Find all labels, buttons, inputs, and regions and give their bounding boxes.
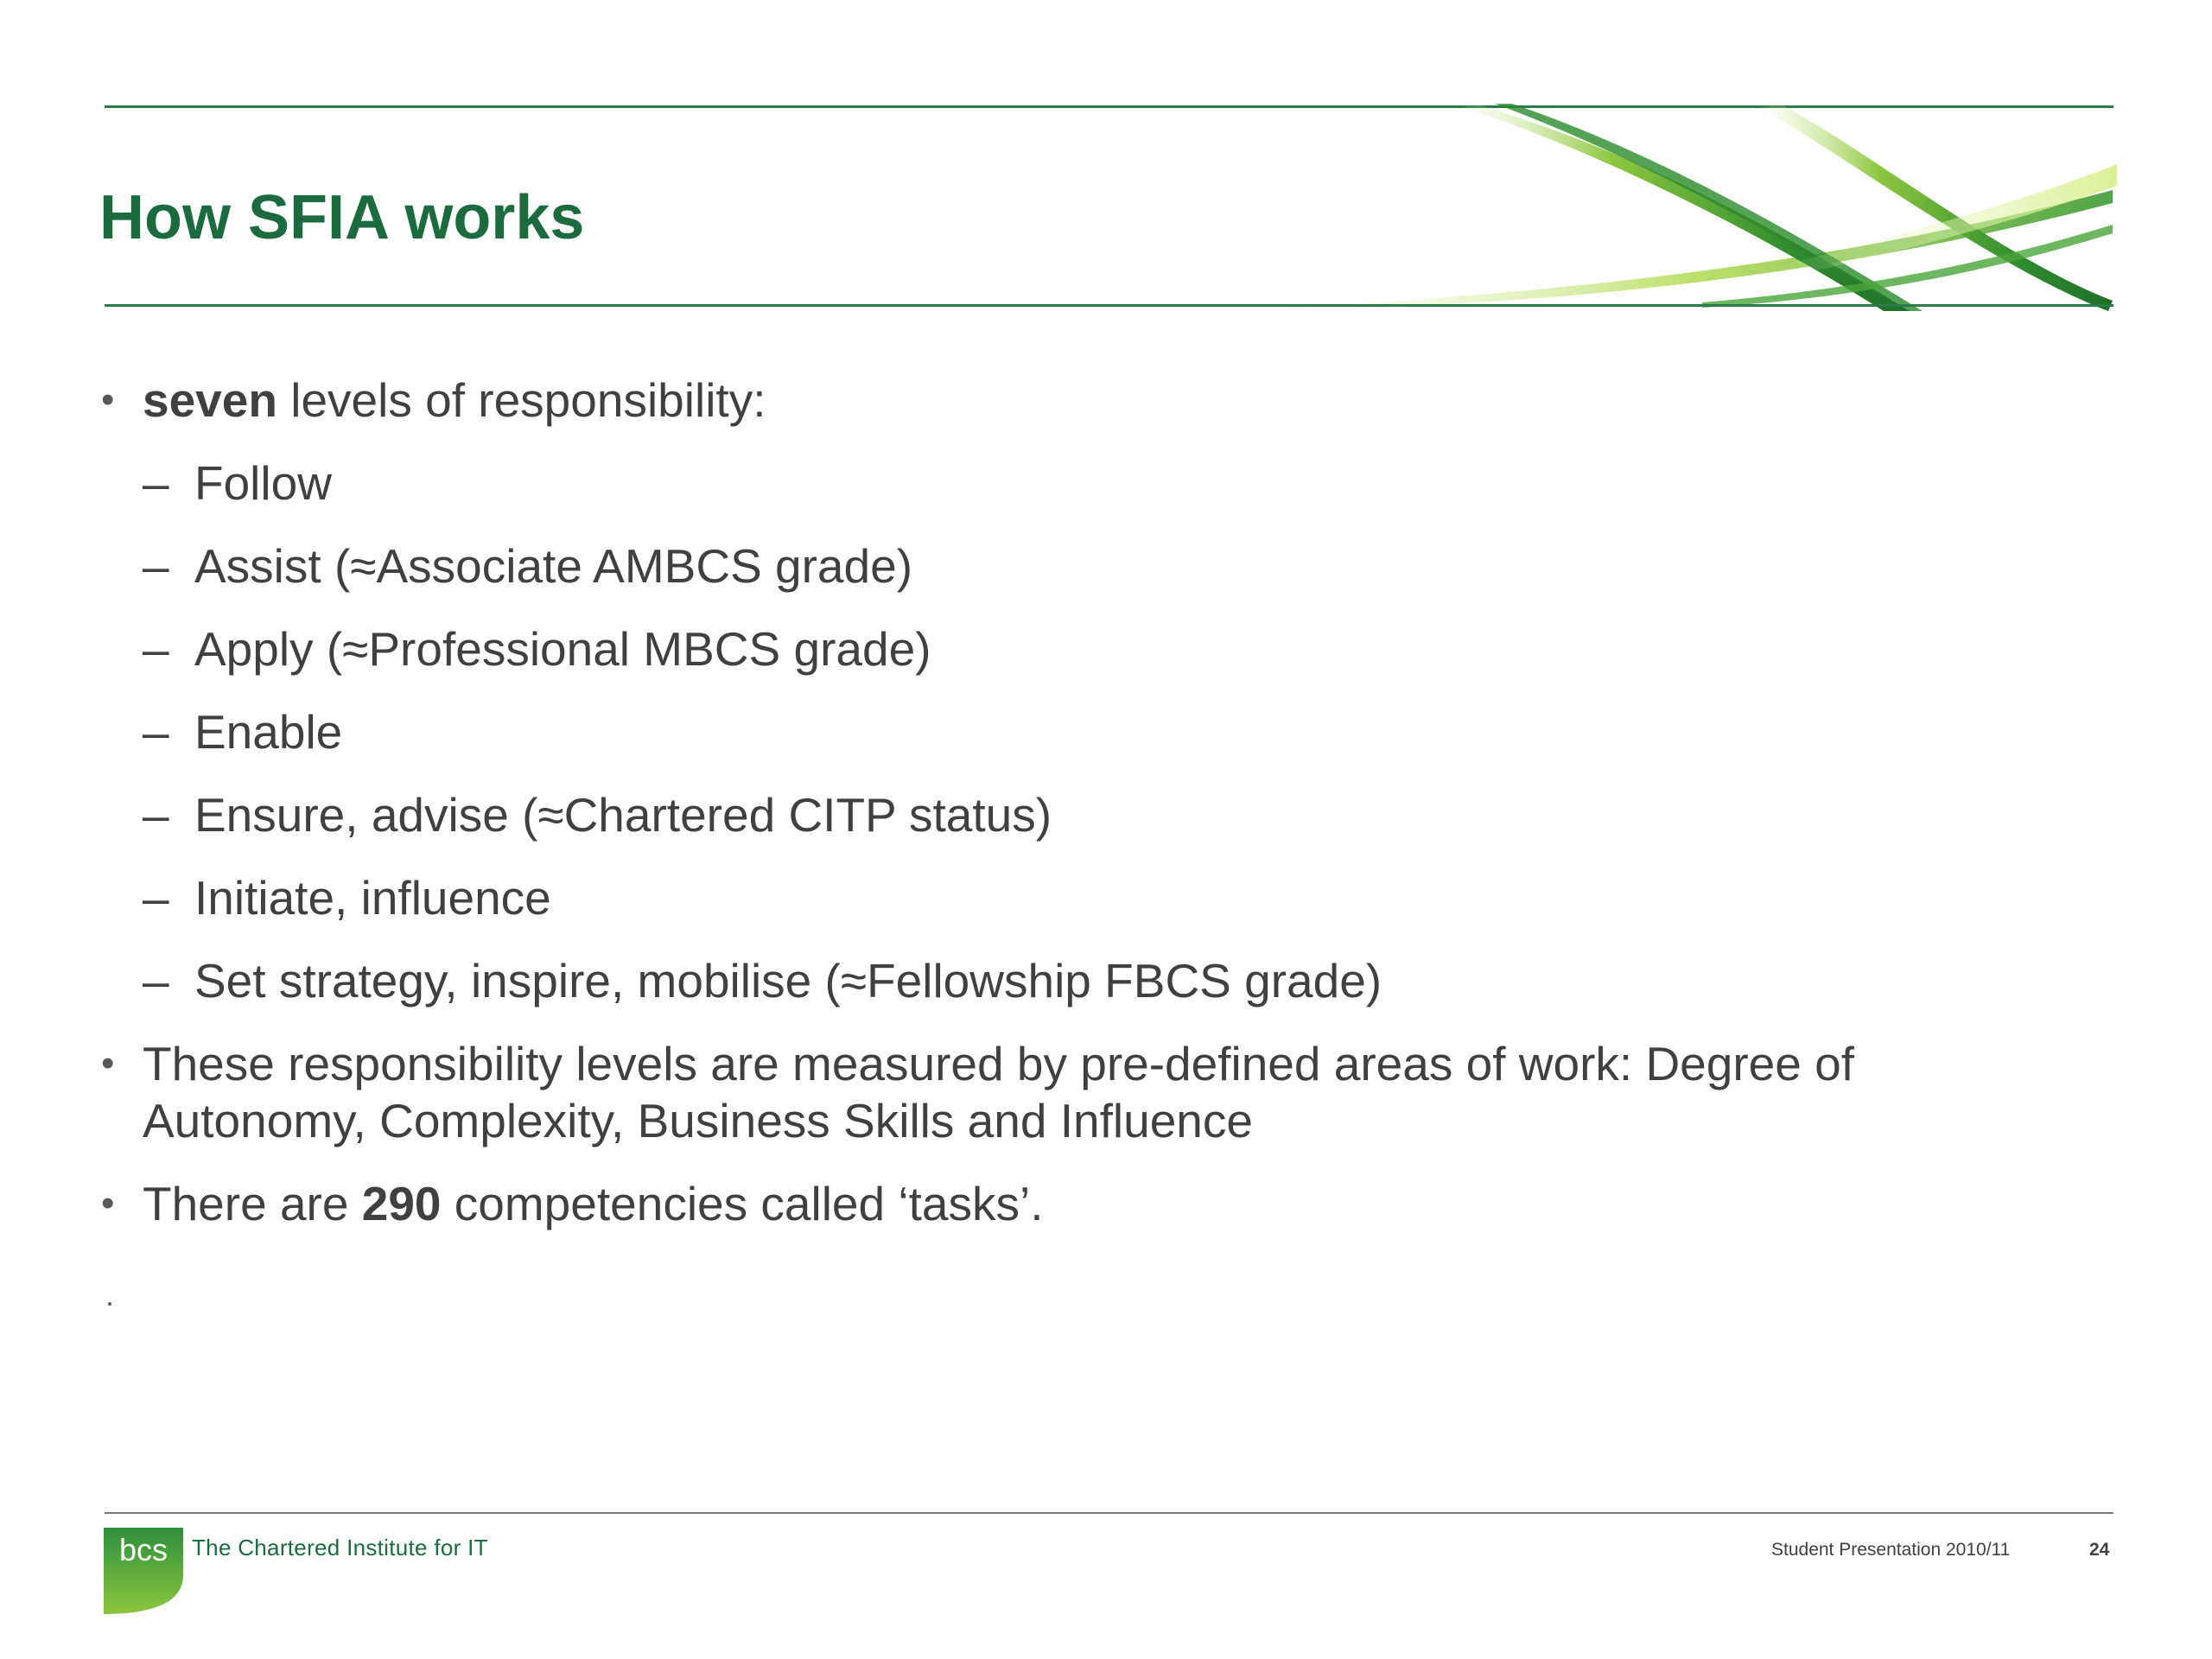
sub-item-text: Ensure, advise (≈Chartered CITP status)	[194, 788, 1052, 842]
bullet-text: There are	[143, 1177, 362, 1230]
bullet-text-line: These responsibility levels are measured by pre-defined areas of work: Degree of	[143, 1037, 1854, 1090]
logo-text: bcs	[118, 1532, 168, 1567]
header-bottom-rule	[105, 304, 2113, 307]
bullet-item	[99, 1175, 2000, 1232]
sub-item-text: Follow	[194, 456, 332, 510]
presentation-label: Student Presentation 2010/11	[1771, 1540, 2011, 1560]
slide-title: How SFIA works	[99, 183, 585, 252]
sub-item-text: Apply (≈Professional MBCS grade)	[194, 622, 931, 676]
sub-item	[99, 786, 2000, 843]
footer-rule	[105, 1512, 2113, 1514]
sub-item	[99, 537, 2000, 594]
bcs-logo	[104, 1528, 183, 1614]
sub-marker: –	[143, 788, 169, 842]
sub-item	[99, 869, 2000, 926]
sub-marker: –	[143, 954, 169, 1007]
emphasis-text: seven	[143, 373, 277, 427]
green-swoosh-graphic	[1253, 104, 2117, 311]
sub-item-text: Initiate, influence	[194, 871, 551, 925]
sub-marker: –	[143, 705, 169, 759]
bullet-marker: •	[101, 378, 115, 421]
sub-marker: –	[143, 622, 169, 676]
bullet-text-line: Autonomy, Complexity, Business Skills and Influence	[143, 1094, 1253, 1147]
bullet-text: competencies called ‘tasks’.	[441, 1177, 1044, 1230]
bullet-item	[99, 372, 2000, 429]
bullet-marker: •	[101, 1182, 115, 1224]
emphasis-text: 290	[361, 1177, 442, 1230]
sub-item	[99, 620, 2000, 677]
sub-item-text: Set strategy, inspire, mobilise (≈Fellowship FBCS grade)	[194, 954, 1382, 1007]
organization-name: The Chartered Institute for IT	[192, 1535, 488, 1560]
sub-item-text: Enable	[194, 705, 343, 759]
bullet-marker: •	[101, 1042, 115, 1084]
sub-marker: –	[143, 871, 169, 925]
sub-marker: –	[143, 456, 169, 510]
page-number: 24	[2089, 1540, 2110, 1560]
sub-item	[99, 952, 2000, 1009]
trailing-mark: .	[105, 1277, 115, 1313]
bullet-text: levels of responsibility:	[276, 373, 766, 427]
sub-item	[99, 703, 2000, 760]
slide-body	[99, 372, 2000, 1258]
sub-item-text: Assist (≈Associate AMBCS grade)	[194, 539, 913, 593]
sub-item	[99, 454, 2000, 512]
sub-marker: –	[143, 539, 169, 593]
bullet-item	[99, 1035, 2000, 1149]
